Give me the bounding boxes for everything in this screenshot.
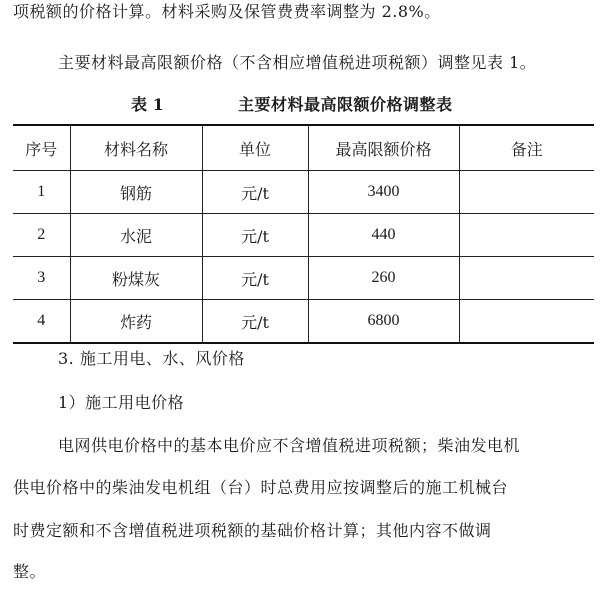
header-price: 最高限额价格: [308, 125, 459, 171]
cell-unit: 元/t: [202, 257, 308, 300]
cell-price: 260: [308, 257, 459, 300]
paragraph-line-2: 供电价格中的柴油发电机组（台）时总费用应按调整后的施工机械台: [13, 478, 509, 497]
cell-unit: 元/t: [202, 300, 308, 344]
table-header-row: [13, 125, 594, 171]
cell-note: [459, 214, 594, 257]
cell-note: [459, 257, 594, 300]
paragraph-line-1: 电网供电价格中的基本电价应不含增值税进项税额；柴油发电机: [58, 436, 521, 455]
cell-price: 6800: [308, 300, 459, 344]
paragraph-line-4: 整。: [13, 562, 47, 581]
table-row: [13, 300, 594, 344]
cell-price: 3400: [308, 171, 459, 214]
header-no: 序号: [13, 125, 70, 171]
cell-no: 3: [13, 257, 70, 300]
cell-unit: 元/t: [202, 214, 308, 257]
section-3-heading: 3. 施工用电、水、风价格: [58, 349, 245, 368]
intro-line-2: 主要材料最高限额价格（不含相应增值税进项税额）调整见表 1。: [58, 53, 537, 72]
cell-note: [459, 300, 594, 344]
cell-material: 钢筋: [70, 171, 202, 214]
header-note: 备注: [459, 125, 594, 171]
table-row: [13, 257, 594, 300]
intro-line-1: 项税额的价格计算。材料采购及保管费费率调整为 2.8%。: [13, 2, 441, 21]
cell-material: 粉煤灰: [70, 257, 202, 300]
section-3-1-heading: 1）施工用电价格: [58, 393, 185, 412]
cell-price: 440: [308, 214, 459, 257]
cell-material: 水泥: [70, 214, 202, 257]
cell-no: 4: [13, 300, 70, 344]
cell-no: 1: [13, 171, 70, 214]
cell-material: 炸药: [70, 300, 202, 344]
header-material: 材料名称: [70, 125, 202, 171]
table-number: 表 1: [131, 95, 164, 114]
table-title: 主要材料最高限额价格调整表: [238, 95, 453, 114]
header-unit: 单位: [202, 125, 308, 171]
paragraph-line-3: 时费定额和不含增值税进项税额的基础价格计算；其他内容不做调: [13, 521, 492, 540]
cell-no: 2: [13, 214, 70, 257]
cell-unit: 元/t: [202, 171, 308, 214]
table-row: [13, 171, 594, 214]
table-row: [13, 214, 594, 257]
cell-note: [459, 171, 594, 214]
material-price-table: [13, 124, 594, 344]
